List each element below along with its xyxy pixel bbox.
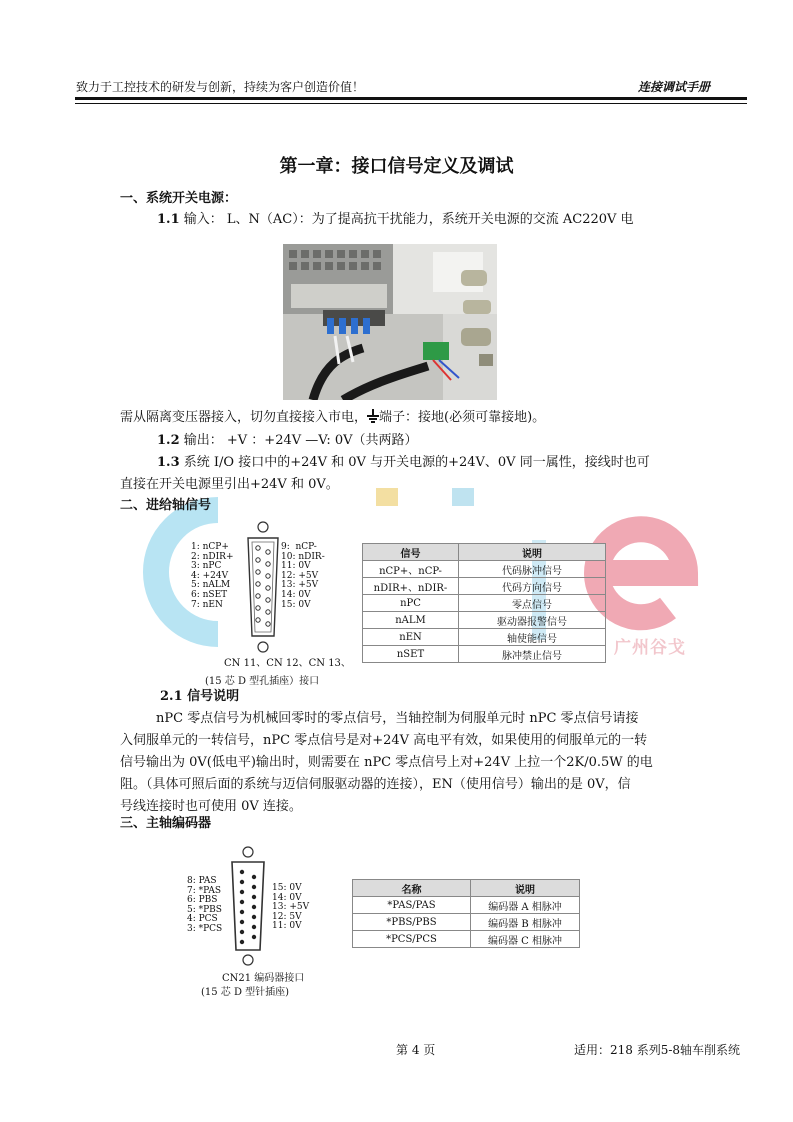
para-1-3-number: 1.3 — [157, 455, 180, 470]
table-cell: nSET — [363, 646, 459, 663]
para-1-1-cont-b: 端子：接地(必须可靠接地)。 — [379, 410, 546, 425]
table-header-cell: 说明 — [459, 544, 606, 561]
para-1-1-text: 输入： L、N（AC）：为了提高抗干扰能力，系统开关电源的交流 AC220V 电 — [179, 212, 634, 227]
table-row — [363, 629, 606, 646]
table-row — [363, 578, 606, 595]
page-number: 第 4 页 — [396, 1043, 436, 1057]
table-row — [353, 931, 580, 948]
encoder-connector-caption-2: (15 芯 D 型针插座) — [201, 987, 290, 998]
table-header-cell: 说明 — [471, 880, 580, 897]
table-cell: nCP+、nCP- — [363, 561, 459, 578]
table-row — [363, 612, 606, 629]
para-1-1-number: 1.1 — [157, 212, 180, 227]
para-1-3-cont: 直接在开关电源里引出+24V 和 0V。 — [120, 477, 339, 492]
header-doc-title: 连接调试手册 — [638, 80, 711, 94]
footer-applicability: 适用：218 系列5-8轴车削系统 — [574, 1043, 741, 1057]
table-cell: nPC — [363, 595, 459, 612]
table-row — [363, 595, 606, 612]
para-1-1 — [157, 208, 634, 227]
para-2-1-line-3: 信号输出为 0V(低电平)输出时，则需要在 nPC 零点信号上对+24V 上拉一个2K/0.5W 的电 — [120, 755, 653, 770]
ground-symbol-icon — [367, 409, 379, 423]
header-rule-thick — [75, 97, 747, 100]
table-cell: *PAS/PAS — [353, 897, 471, 914]
para-1-3 — [157, 451, 650, 470]
header-rule-thin — [75, 103, 747, 104]
para-2-1-line-5: 号线连接时也可使用 0V 连接。 — [120, 799, 302, 814]
table-cell: nALM — [363, 612, 459, 629]
table-row — [353, 914, 580, 931]
encoder-connector-caption-1: CN21 编码器接口 — [222, 973, 305, 984]
para-2-1-line-1: nPC 零点信号为机械回零时的零点信号，当轴控制为伺服单元时 nPC 零点信号请接 — [156, 711, 639, 726]
feed-signal-table — [362, 543, 606, 663]
para-1-2 — [157, 429, 418, 448]
table-header-row — [353, 880, 580, 897]
para-1-1-cont-a: 需从隔离变压器接入，切勿直接接入市电， — [120, 410, 368, 425]
table-row — [363, 561, 606, 578]
table-cell: 编码器 A 相脉冲 — [471, 897, 580, 914]
encoder-pins-left: 8: PAS 7: *PAS 6: PBS 5: *PBS 4: PCS 3: *PCS — [187, 876, 223, 934]
para-1-3-text: 系统 I/O 接口中的+24V 和 0V 与开关电源的+24V、0V 同一属性，接线时也可 — [179, 455, 650, 470]
para-2-1-line-4: 阻。（具体可照后面的系统与迈信伺服驱动器的连接），EN（使用信号）输出的是 0V，信 — [120, 777, 631, 792]
header-slogan: 致力于工控技术的研发与创新，持续为客户创造价值！ — [76, 80, 365, 94]
table-header-cell: 名称 — [353, 880, 471, 897]
encoder-signal-table — [352, 879, 580, 948]
feed-pins-left: 1: nCP+ 2: nDIR+ 3: nPC 4: +24V 5: nALM 6: nSET 7: nEN — [191, 542, 234, 610]
table-header-cell: 信号 — [363, 544, 459, 561]
table-cell: nEN — [363, 629, 459, 646]
table-cell: 脉冲禁止信号 — [459, 646, 606, 663]
para-1-1-cont — [120, 406, 545, 425]
section3-heading: 三、主轴编码器 — [120, 816, 212, 831]
table-cell: *PBS/PBS — [353, 914, 471, 931]
feed-connector-caption-1: CN 11、CN 12、CN 13、 — [224, 658, 351, 669]
para-1-2-text: 输出： +V ：+24V —V: 0V（共两路） — [179, 433, 418, 448]
table-header-row — [363, 544, 606, 561]
table-cell: nDIR+、nDIR- — [363, 578, 459, 595]
table-cell: 编码器 B 相脉冲 — [471, 914, 580, 931]
power-supply-photo — [283, 244, 497, 400]
table-row — [353, 897, 580, 914]
feed-connector-caption-2: (15 芯 D 型孔插座）接口 — [205, 676, 320, 687]
table-cell: *PCS/PCS — [353, 931, 471, 948]
table-cell: 驱动器报警信号 — [459, 612, 606, 629]
table-cell: 代码方向信号 — [459, 578, 606, 595]
section1-heading: 一、系统开关电源： — [120, 191, 238, 206]
para-2-1-line-2: 入伺服单元的一转信号，nPC 零点信号是对+24V 高电平有效，如果使用的伺服单元的一转 — [120, 733, 648, 748]
watermark-text: 广州谷戈 — [614, 638, 686, 658]
feed-pins-right: 9: nCP- 10: nDIR- 11: 0V 12: +5V 13: +5V 14: 0V 15: 0V — [281, 542, 325, 610]
table-cell: 代码脉冲信号 — [459, 561, 606, 578]
subsection-2-1-heading: 2.1 信号说明 — [160, 689, 240, 704]
table-cell: 编码器 C 相脉冲 — [471, 931, 580, 948]
table-row — [363, 646, 606, 663]
chapter-title: 第一章：接口信号定义及调试 — [279, 156, 514, 177]
table-cell: 零点信号 — [459, 595, 606, 612]
para-1-2-number: 1.2 — [157, 433, 180, 448]
table-cell: 轴使能信号 — [459, 629, 606, 646]
section2-heading: 二、进给轴信号 — [120, 498, 212, 513]
encoder-pins-right: 15: 0V 14: 0V 13: +5V 12: 5V 11: 0V — [272, 883, 310, 932]
db15-pin-connector-icon — [222, 846, 274, 966]
